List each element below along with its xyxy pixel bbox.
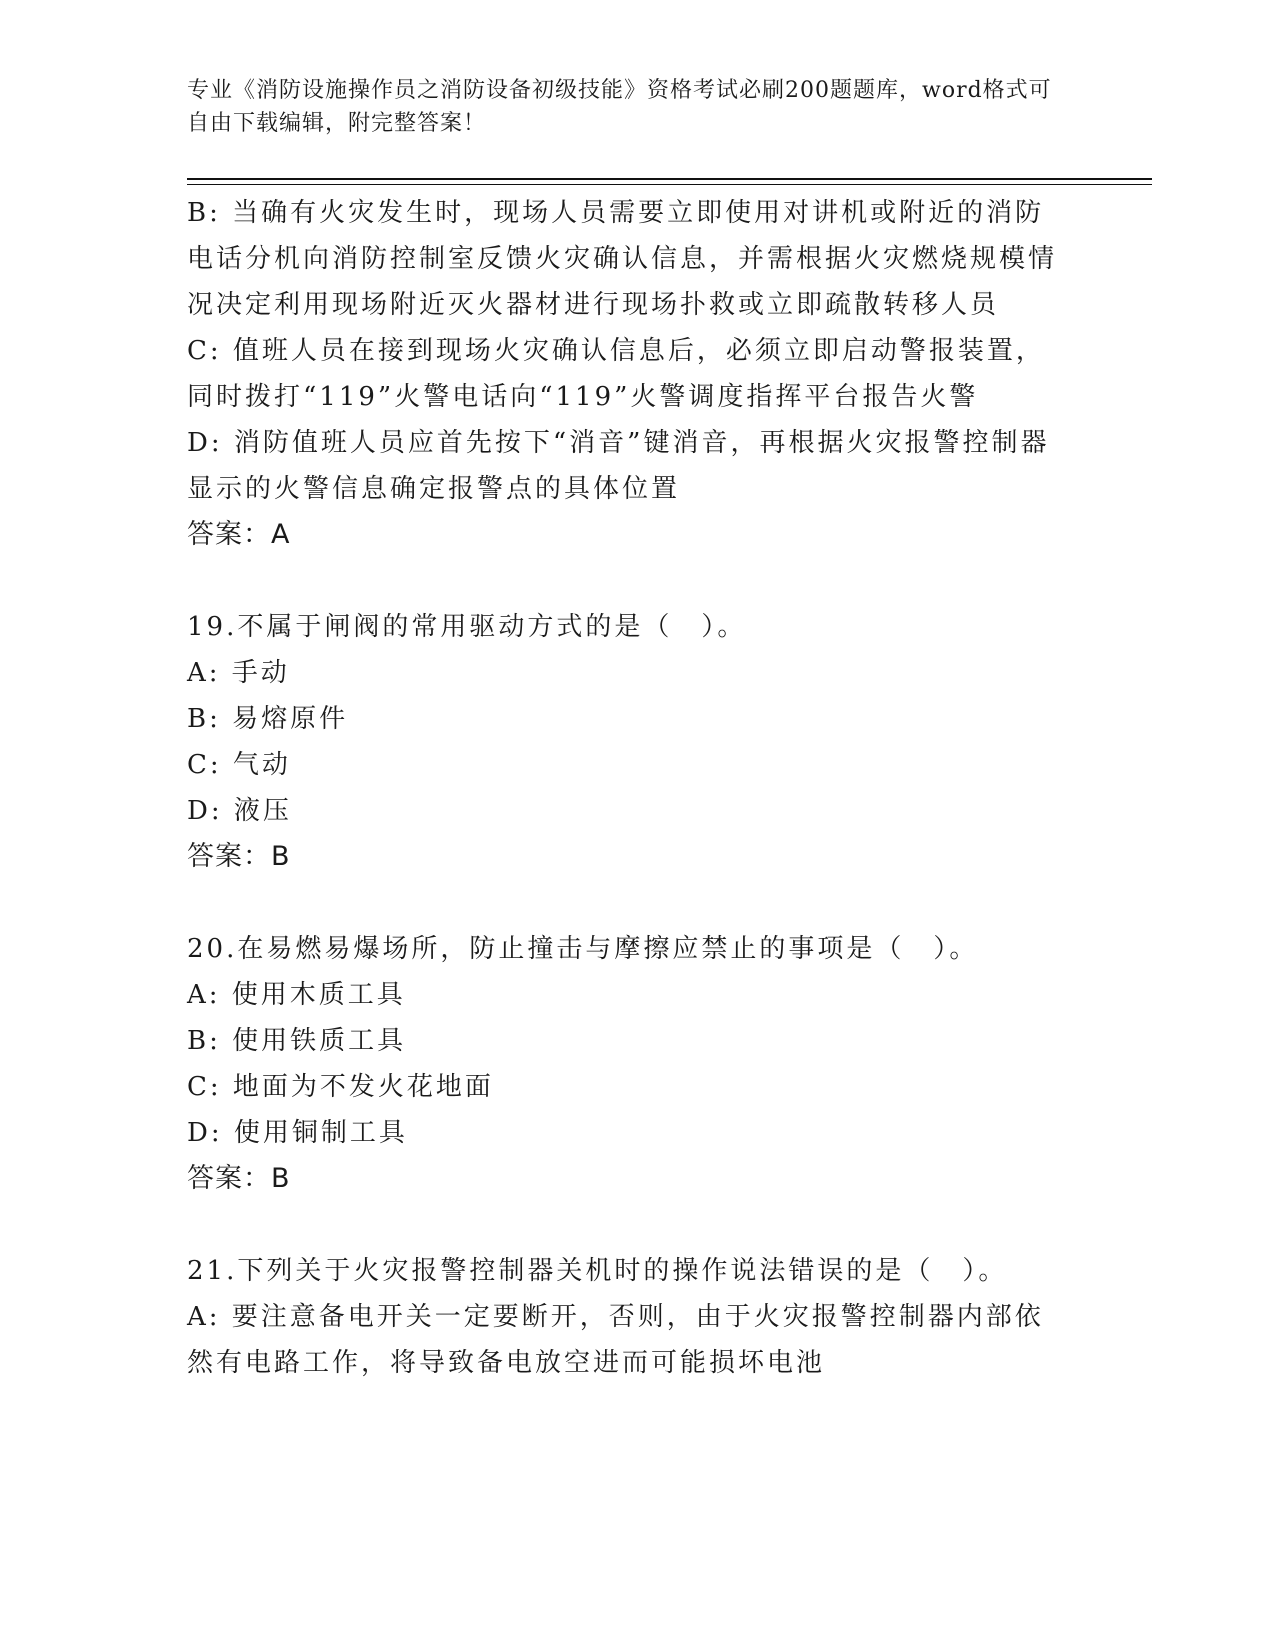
option-a: A: 要注意备电开关一定要断开，否则，由于火灾报警控制器内部依然有电路工作，将导致备电放空进而可能损坏电池 <box>187 1302 1044 1378</box>
option-b: B: 易熔原件 <box>187 704 349 734</box>
document-header: 专业《消防设施操作员之消防设备初级技能》资格考试必刷200题题库，word格式可自由下载编辑，附完整答案！ <box>187 78 1052 136</box>
option-c: C: 气动 <box>187 750 291 780</box>
option-d: D: 消防值班人员应首先按下“消音”键消音，再根据火灾报警控制器显示的火警信息确定报警点的具体位置 <box>187 428 1050 504</box>
option-c: C: 值班人员在接到现场火灾确认信息后，必须立即启动警报装置，同时拨打“119”火警电话向“119”火警调度指挥平台报告火警 <box>187 336 1045 412</box>
question-stem: 20.在易燃易爆场所，防止撞击与摩擦应禁止的事项是（ ）。 <box>187 934 979 964</box>
question-stem: 21.下列关于火灾报警控制器关机时的操作说法错误的是（ ）。 <box>187 1256 1008 1286</box>
header-rule-thick <box>187 178 1152 180</box>
option-b: B: 使用铁质工具 <box>187 1026 407 1056</box>
option-a: A: 手动 <box>187 658 290 688</box>
answer: 答案：A <box>187 519 291 550</box>
option-d: D: 使用铜制工具 <box>187 1118 408 1148</box>
option-c: C: 地面为不发火花地面 <box>187 1072 494 1102</box>
option-a: A: 使用木质工具 <box>187 980 406 1010</box>
question-stem: 19.不属于闸阀的常用驱动方式的是（ ）。 <box>187 612 747 642</box>
option-b: B: 当确有火灾发生时，现场人员需要立即使用对讲机或附近的消防电话分机向消防控制室反馈火灾确认信息，并需根据火灾燃烧规模情况决定利用现场附近灭火器材进行现场扑救或立即疏散转移人员 <box>187 198 1058 320</box>
header-rule-thin <box>187 184 1152 185</box>
question-content <box>187 190 1077 1386</box>
answer: 答案：B <box>187 1163 291 1194</box>
option-d: D: 液压 <box>187 796 292 826</box>
answer: 答案：B <box>187 841 291 872</box>
